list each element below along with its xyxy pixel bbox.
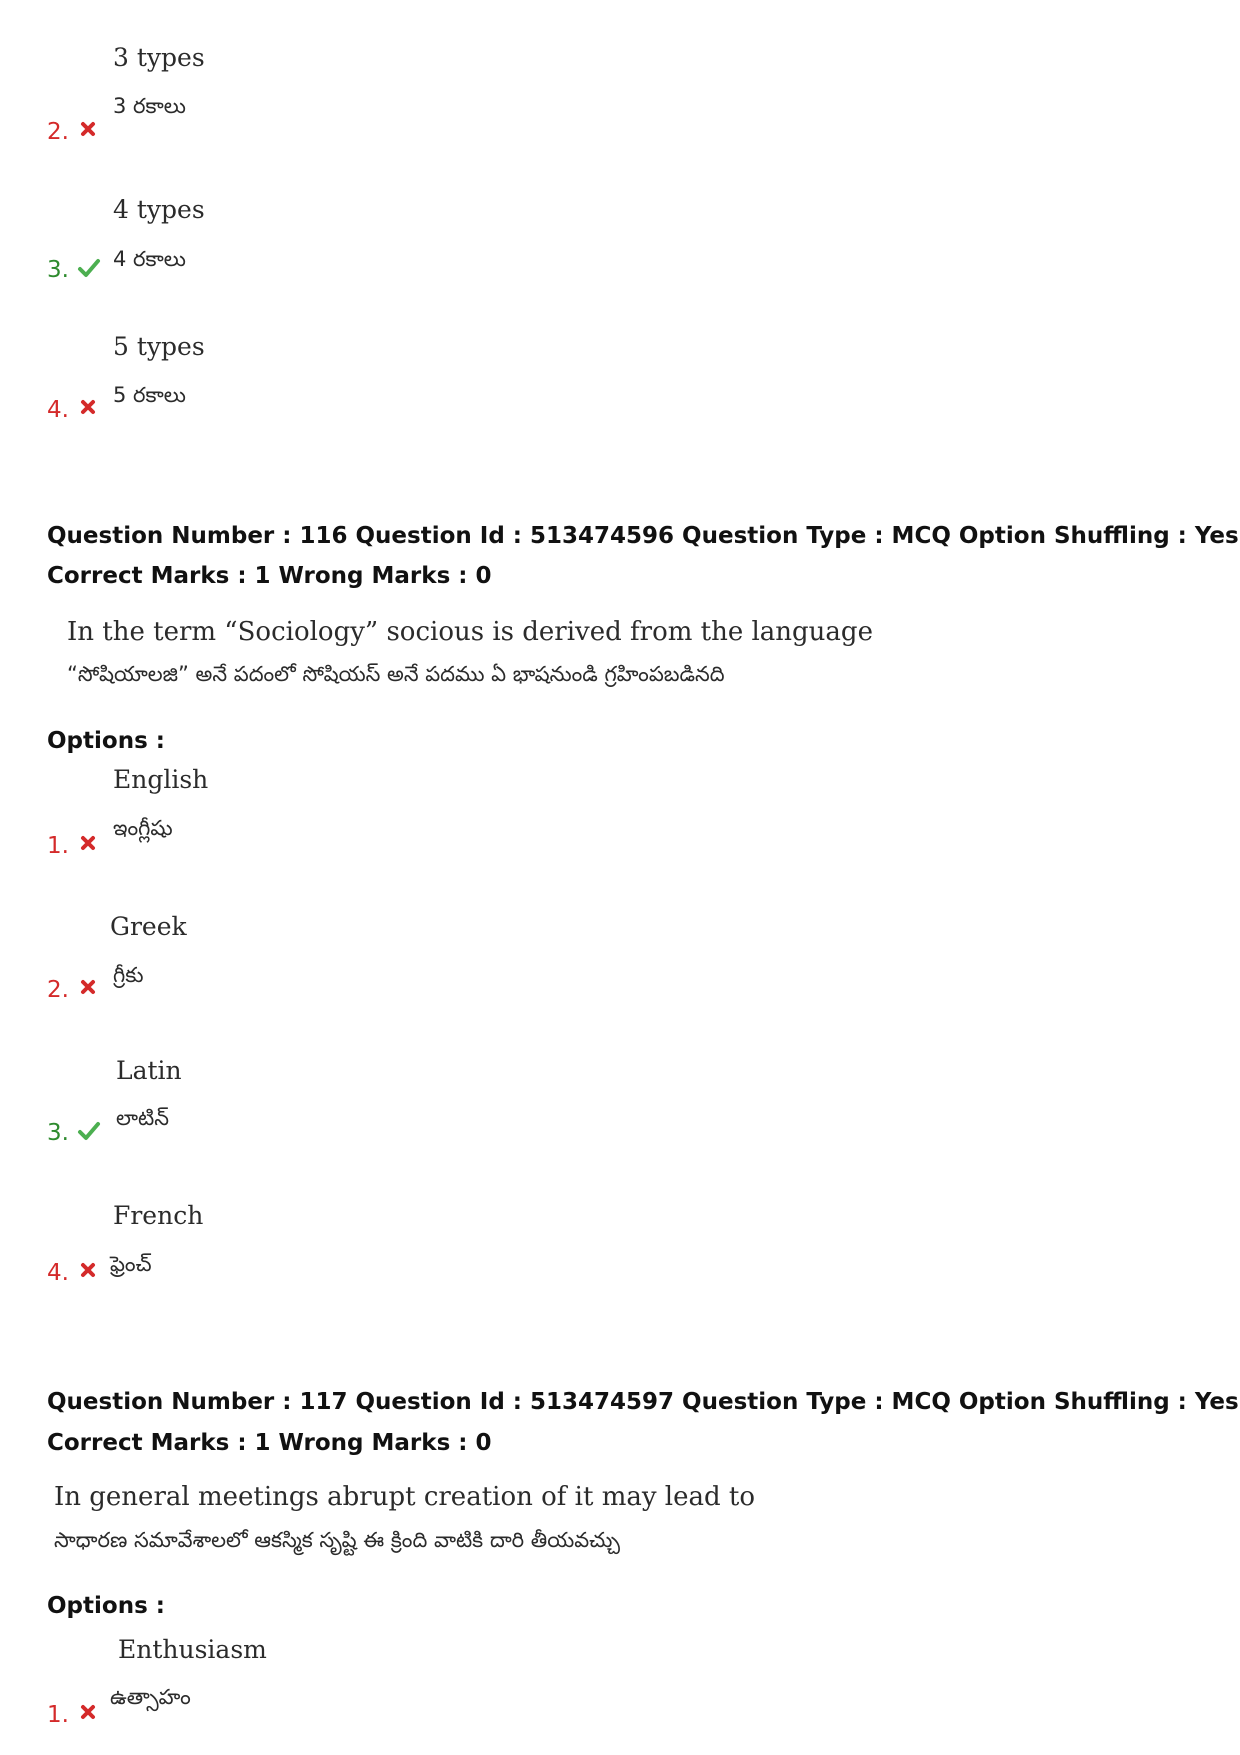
check-icon	[77, 258, 101, 278]
option-text-telugu: ఫ్రెంచ్	[110, 1252, 152, 1276]
cross-icon	[79, 120, 97, 138]
option-number: 2.	[47, 977, 69, 1003]
option-text-english: French	[113, 1201, 204, 1230]
option-text-english: 4 types	[113, 195, 205, 224]
option-text-english: Latin	[116, 1056, 182, 1085]
cross-icon	[79, 978, 97, 996]
option-text-english: Enthusiasm	[118, 1635, 267, 1664]
option-text-english: 5 types	[113, 332, 205, 361]
option-number: 4.	[47, 397, 69, 423]
option-text-telugu: 5 రకాలు	[113, 383, 186, 407]
options-label: Options :	[47, 1593, 165, 1619]
options-label: Options :	[47, 728, 165, 754]
question-text-english: In the term “Sociology” socious is derived from the language	[67, 617, 873, 647]
question-text-telugu: “సోషియాలజి” అనే పదంలో సోషియస్ అనే పదము ఏ భాషనుండి గ్రహింపబడినది	[67, 662, 725, 686]
option-text-english: 3 types	[113, 43, 205, 72]
question-header: Question Number : 117 Question Id : 513474597 Question Type : MCQ Option Shuffling : Yes	[47, 1389, 1239, 1415]
option-number: 3.	[47, 1120, 69, 1146]
option-number: 2.	[47, 119, 69, 145]
cross-icon	[79, 1261, 97, 1279]
option-text-english: Greek	[110, 912, 187, 941]
option-text-telugu: 3 రకాలు	[113, 94, 186, 118]
option-number: 3.	[47, 257, 69, 283]
option-text-english: English	[113, 765, 209, 794]
option-text-telugu: ఉత్సాహం	[110, 1685, 191, 1709]
option-text-telugu: గ్రీకు	[113, 963, 144, 987]
option-text-telugu: లాటిన్	[116, 1106, 169, 1130]
cross-icon	[79, 1703, 97, 1721]
cross-icon	[79, 834, 97, 852]
cross-icon	[79, 398, 97, 416]
option-number: 1.	[47, 1702, 69, 1728]
option-text-telugu: 4 రకాలు	[113, 247, 186, 271]
question-text-english: In general meetings abrupt creation of it may lead to	[54, 1482, 756, 1512]
option-number: 4.	[47, 1260, 69, 1286]
question-text-telugu: సాధారణ సమావేశాలలో ఆకస్మిక సృష్టి ఈ క్రింది వాటికి దారి తీయవచ్చు	[54, 1528, 620, 1552]
question-header: Question Number : 116 Question Id : 513474596 Question Type : MCQ Option Shuffling : Yes	[47, 523, 1239, 549]
check-icon	[77, 1121, 101, 1141]
option-number: 1.	[47, 833, 69, 859]
question-marks: Correct Marks : 1 Wrong Marks : 0	[47, 563, 492, 589]
option-text-telugu: ఇంగ్లీషు	[113, 816, 173, 840]
question-marks: Correct Marks : 1 Wrong Marks : 0	[47, 1430, 492, 1456]
